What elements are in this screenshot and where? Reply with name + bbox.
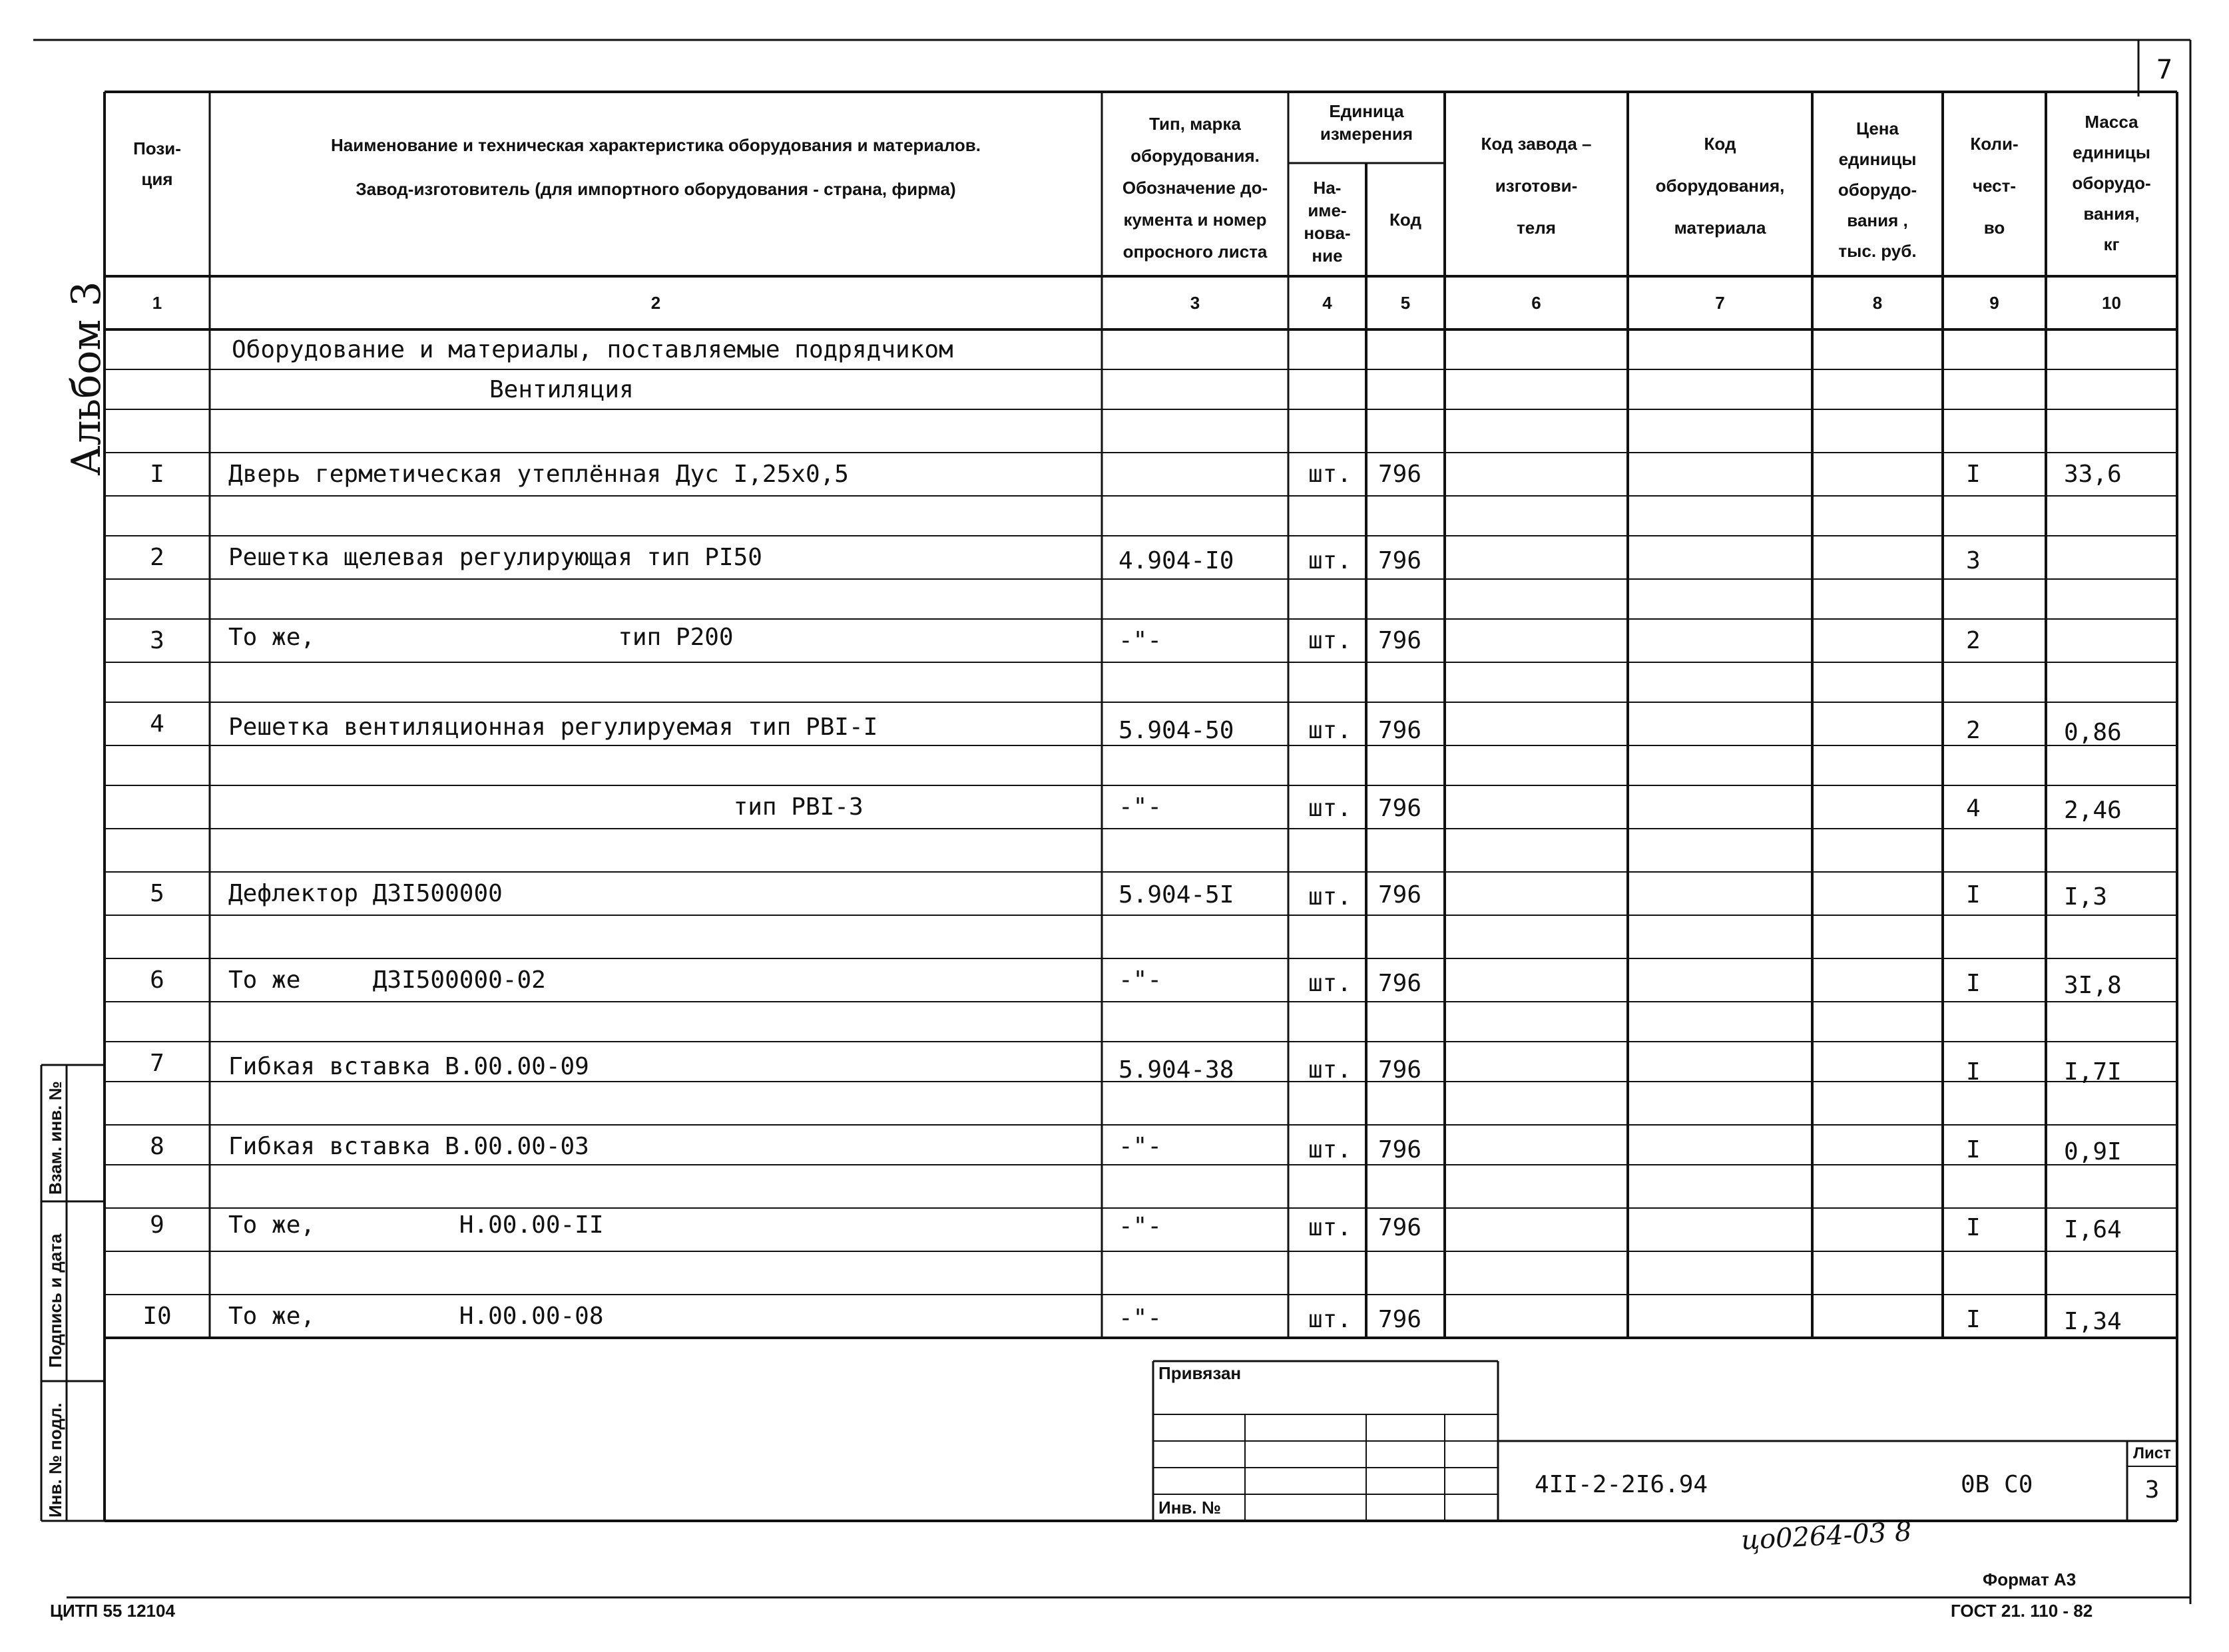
stamp-attached-label: Привязан <box>1158 1363 1242 1383</box>
cell-doc: 5.904-38 <box>1118 1056 1234 1084</box>
cell-position: 2 <box>150 544 164 571</box>
header-mass <box>2046 106 2177 260</box>
cell-unit: шт. <box>1308 883 1352 911</box>
cell-code: 796 <box>1378 1214 1422 1241</box>
cell-name: Дефлектор Д3I500000 <box>228 880 503 907</box>
header-text: Код завода – <box>1481 134 1592 154</box>
cell-position: 9 <box>150 1211 164 1239</box>
cell-mass: I,3 <box>2064 883 2108 911</box>
header-text: материала <box>1674 218 1766 238</box>
side-stamp-inv-original: Инв. № подл. <box>45 1402 65 1518</box>
header-text: кумента и номер <box>1123 210 1267 230</box>
header-text: изготови- <box>1495 176 1578 196</box>
cell-position: I0 <box>142 1303 172 1330</box>
header-position <box>105 133 210 194</box>
header-equipment-code <box>1628 123 1812 249</box>
stamp-document-suffix: 0В С0 <box>1961 1470 2033 1498</box>
stamp-document-code: 4II-2-2I6.94 <box>1535 1470 1708 1498</box>
column-number: 6 <box>1531 292 1541 313</box>
cell-name: То же, Н.00.00-08 <box>228 1303 604 1330</box>
cell-unit: шт. <box>1308 1056 1352 1084</box>
cell-mass: 33,6 <box>2064 461 2122 488</box>
cell-unit: шт. <box>1308 461 1352 488</box>
cell-position: 4 <box>150 710 164 737</box>
cell-code: 796 <box>1378 1056 1422 1084</box>
column-number: 2 <box>650 292 661 313</box>
cell-name: Решетка щелевая регулирующая тип PI50 <box>228 544 762 571</box>
column-number: 3 <box>1190 292 1200 313</box>
cell-code: 796 <box>1378 547 1422 574</box>
cell-unit: шт. <box>1308 970 1352 997</box>
header-text: Обозначение до- <box>1122 178 1268 198</box>
header-text: тыс. руб. <box>1838 241 1917 261</box>
cell-mass: 3I,8 <box>2064 972 2122 999</box>
gost-label: ГОСТ 21. 110 - 82 <box>1951 1601 2093 1621</box>
cell-qty: I <box>1966 881 1981 909</box>
cell-code: 796 <box>1378 461 1422 488</box>
cell-code: 796 <box>1378 970 1422 997</box>
cell-name: Решетка вентиляционная регулируемая тип PBI-I <box>228 714 878 741</box>
cell-name: То же, тип Р200 <box>228 624 734 651</box>
column-number: 7 <box>1715 292 1725 313</box>
header-text: оборудо- <box>1838 180 1917 200</box>
cell-doc: 4.904-I0 <box>1118 547 1234 574</box>
header-text: вания , <box>1847 210 1908 230</box>
cell-name: Гибкая вставка В.00.00-09 <box>228 1053 589 1080</box>
cell-unit: шт. <box>1308 795 1352 822</box>
cell-name: То же Д3I500000-02 <box>228 966 546 994</box>
citp-label: ЦИТП 55 12104 <box>50 1601 175 1621</box>
cell-position: I <box>150 461 164 488</box>
stamp-inv-no-label: Инв. № <box>1158 1498 1221 1518</box>
cell-doc: 5.904-50 <box>1118 717 1234 744</box>
cell-name: Гибкая вставка В.00.00-03 <box>228 1133 589 1160</box>
header-text: Цена <box>1856 118 1899 138</box>
cell-name: То же, Н.00.00-II <box>228 1211 604 1239</box>
cell-doc: -"- <box>1118 966 1162 994</box>
column-number: 8 <box>1872 292 1883 313</box>
header-text: На- <box>1313 177 1342 198</box>
cell-qty: I <box>1966 1136 1981 1163</box>
header-text: единицы <box>1838 149 1917 169</box>
header-unit <box>1288 100 1445 145</box>
cell-mass: I,7I <box>2064 1058 2122 1086</box>
cell-qty: I <box>1966 1306 1981 1333</box>
cell-doc: -"- <box>1118 1213 1162 1240</box>
cell-unit: шт. <box>1308 1136 1352 1163</box>
handwritten-note: цо0264-03 8 <box>1740 1516 1913 1556</box>
cell-code: 796 <box>1378 881 1422 909</box>
header-text: Тип, марка <box>1149 114 1241 134</box>
header-text: име- <box>1308 200 1347 220</box>
header-text: оборудо- <box>2072 173 2151 193</box>
header-text: оборудования, <box>1655 176 1785 196</box>
cell-doc: 5.904-5I <box>1118 881 1234 909</box>
header-text: во <box>1983 218 2005 238</box>
header-text: теля <box>1517 218 1556 238</box>
column-number: 5 <box>1400 292 1411 313</box>
header-text: нова- <box>1304 222 1351 243</box>
cell-unit: шт. <box>1308 1214 1352 1241</box>
header-text: измерения <box>1320 124 1413 144</box>
header-text: Код <box>1704 134 1736 154</box>
section-title: Оборудование и материалы, поставляемые подрядчиком <box>232 335 953 363</box>
header-text: Пози- <box>133 138 181 158</box>
header-text: Масса <box>2085 112 2138 132</box>
stamp-sheet-label: Лист <box>2133 1444 2171 1462</box>
header-text: оборудования. <box>1130 146 1260 166</box>
cell-mass: I,34 <box>2064 1308 2122 1335</box>
cell-name: Дверь герметическая утеплённая Дус I,25х0,5 <box>228 461 849 488</box>
header-text: Единица <box>1329 101 1404 121</box>
cell-unit: шт. <box>1308 717 1352 744</box>
cell-name: тип PBI-3 <box>228 793 864 821</box>
cell-qty: 3 <box>1966 547 1981 574</box>
cell-code: 796 <box>1378 717 1422 744</box>
cell-doc: -"- <box>1118 627 1162 654</box>
cell-position: 8 <box>150 1133 164 1160</box>
cell-code: 796 <box>1378 627 1422 654</box>
cell-position: 3 <box>150 627 164 654</box>
cell-qty: 4 <box>1966 795 1981 822</box>
cell-position: 6 <box>150 966 164 994</box>
cell-qty: I <box>1966 970 1981 997</box>
header-text: Коли- <box>1970 134 2019 154</box>
cell-doc: -"- <box>1118 1305 1162 1332</box>
header-text: кг <box>2103 234 2120 254</box>
column-number: 4 <box>1322 292 1332 313</box>
header-quantity <box>1943 123 2046 249</box>
column-number: 9 <box>1989 292 1999 313</box>
cell-code: 796 <box>1378 1136 1422 1163</box>
sheet-corner-number: 7 <box>2156 55 2173 85</box>
header-price <box>1812 113 1943 266</box>
cell-mass: 0,86 <box>2064 719 2122 746</box>
header-text: Завод-изготовитель (для импортного оборудования - страна, фирма) <box>356 179 956 199</box>
header-text: Наименование и техническая характеристика оборудования и материалов. <box>330 135 981 155</box>
header-text: ция <box>141 169 173 189</box>
subsection-title: Вентиляция <box>489 375 634 403</box>
cell-qty: I <box>1966 1058 1981 1086</box>
header-text: ние <box>1312 245 1343 266</box>
header-unit-name <box>1288 170 1366 273</box>
cell-position: 5 <box>150 880 164 907</box>
cell-qty: I <box>1966 461 1981 488</box>
column-number: 10 <box>2102 292 2121 313</box>
cell-qty: I <box>1966 1214 1981 1241</box>
cell-doc: -"- <box>1118 793 1162 821</box>
cell-unit: шт. <box>1308 627 1352 654</box>
header-text: вания, <box>2083 204 2140 224</box>
header-type <box>1105 108 1285 268</box>
cell-unit: шт. <box>1308 1306 1352 1333</box>
cell-code: 796 <box>1378 795 1422 822</box>
header-unit-code: Код <box>1389 210 1421 230</box>
cell-mass: 0,9I <box>2064 1138 2122 1165</box>
header-text: единицы <box>2073 142 2150 162</box>
cell-unit: шт. <box>1308 547 1352 574</box>
cell-mass: 2,46 <box>2064 797 2122 824</box>
cell-position <box>105 785 210 829</box>
cell-code: 796 <box>1378 1306 1422 1333</box>
cell-doc: -"- <box>1118 1133 1162 1160</box>
cell-qty: 2 <box>1966 627 1981 654</box>
header-text: опросного листа <box>1122 242 1268 262</box>
format-label: Формат А3 <box>1983 1569 2077 1589</box>
header-factory-code <box>1445 123 1628 249</box>
header-name <box>213 123 1099 211</box>
column-number: 1 <box>152 292 162 313</box>
cell-position: 7 <box>150 1050 164 1077</box>
side-stamp-signature-date: Подпись и дата <box>45 1233 65 1368</box>
header-text: чест- <box>1972 176 2017 196</box>
cell-mass: I,64 <box>2064 1216 2122 1243</box>
album-label: Альбом 3 <box>63 281 110 476</box>
cell-qty: 2 <box>1966 717 1981 744</box>
stamp-sheet-number: 3 <box>2144 1476 2160 1504</box>
side-stamp-replace-inv: Взам. инв. № <box>45 1081 65 1195</box>
